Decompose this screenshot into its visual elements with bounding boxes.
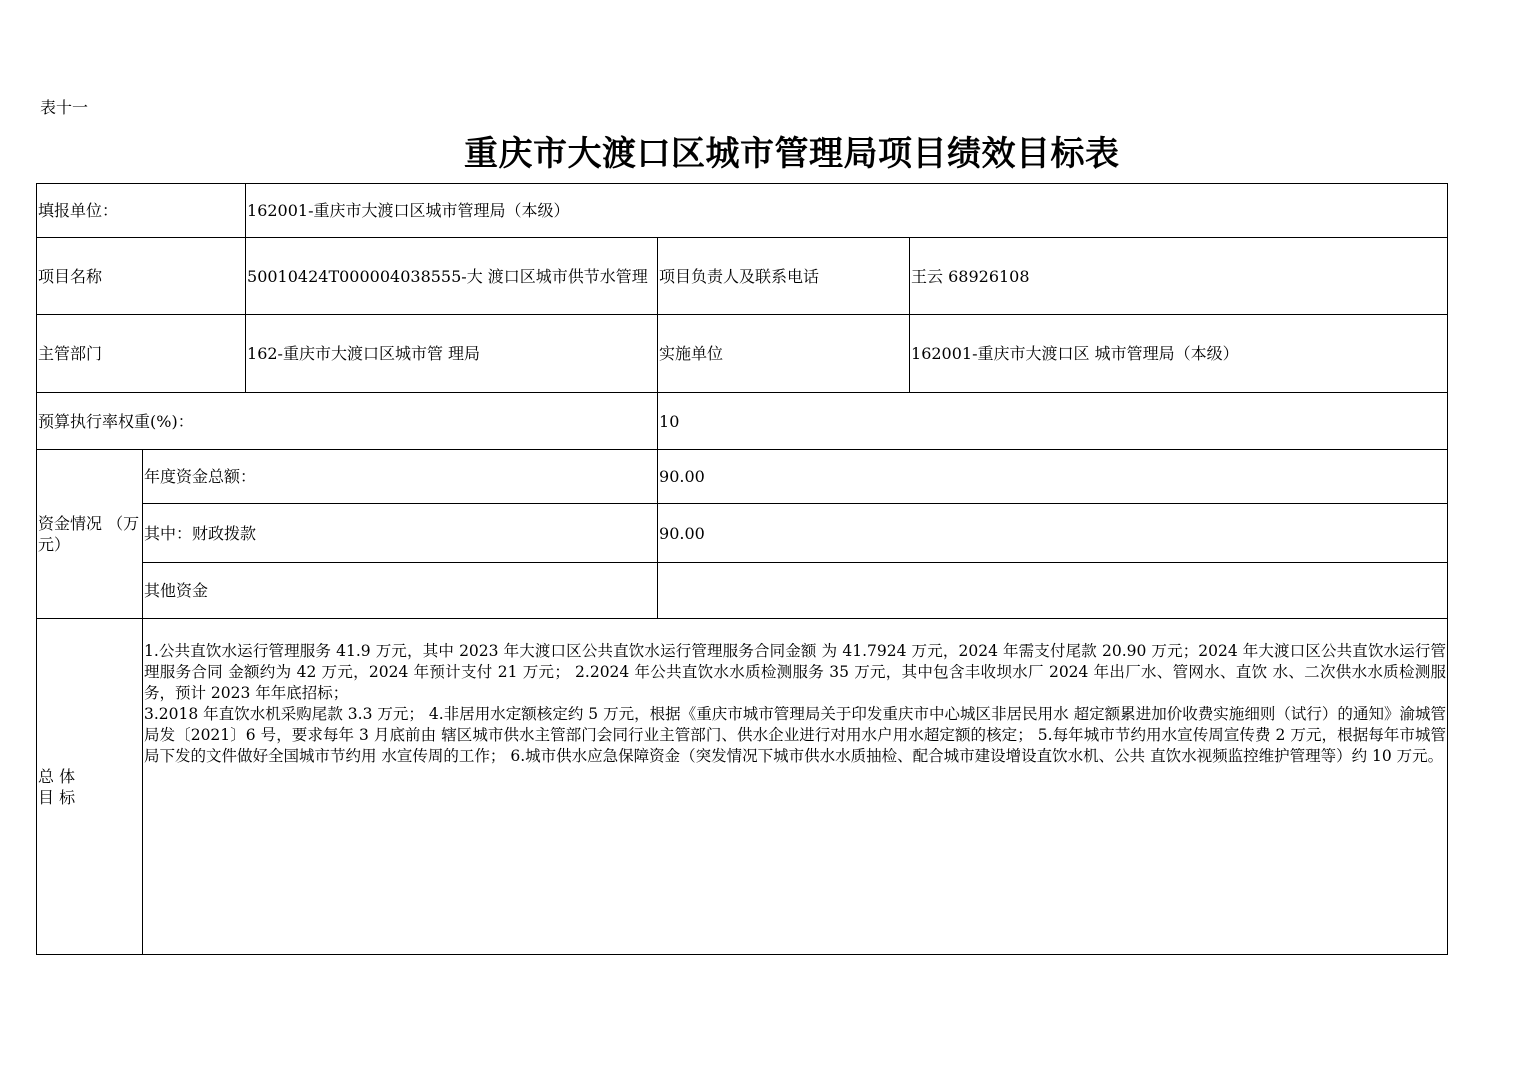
overall-goal-text — [143, 619, 1448, 955]
filing-unit-value: 162001-重庆市大渡口区城市管理局（本级） — [246, 184, 1448, 238]
overall-goal-label-line2: 目 标 — [38, 787, 76, 807]
row-filing-unit — [37, 184, 1448, 238]
row-budget-weight — [37, 393, 1448, 450]
annual-total-value: 90.00 — [658, 450, 1448, 504]
other-funds-label: 其他资金 — [143, 563, 658, 619]
impl-unit-label: 实施单位 — [658, 315, 910, 393]
dept-value: 162-重庆市大渡口区城市管 理局 — [246, 315, 658, 393]
row-dept — [37, 315, 1448, 393]
fiscal-label: 其中：财政拨款 — [143, 504, 658, 563]
dept-label: 主管部门 — [37, 315, 246, 393]
project-lead-value: 王云 68926108 — [910, 238, 1448, 315]
budget-weight-label: 预算执行率权重(%)： — [37, 393, 658, 450]
project-lead-label: 项目负责人及联系电话 — [658, 238, 910, 315]
filing-unit-label: 填报单位： — [37, 184, 246, 238]
row-fiscal — [37, 504, 1448, 563]
budget-weight-value: 10 — [658, 393, 1448, 450]
fiscal-value: 90.00 — [658, 504, 1448, 563]
page-title: 重庆市大渡口区城市管理局项目绩效目标表 — [464, 134, 1120, 174]
annual-total-label: 年度资金总额： — [143, 450, 658, 504]
funds-label: 资金情况 （万元） — [37, 450, 143, 619]
row-other-funds — [37, 563, 1448, 619]
other-funds-value — [658, 563, 1448, 619]
overall-goal-paragraph-2: 3.2018 年直饮水机采购尾款 3.3 万元； 4.非居用水定额核定约 5 万元，根据《重庆市城市管理局关于印发重庆市中心城区非居民用水 超定额累进加价收费实施细则（试行）的通知》渝城管局发〔2021〕6 号，要求每年 3 月底前由 辖区城市供水主管部门会同行业主管部门、供水企业进行对用水户用水超定额的核定； 5.每年城市节约用水宣传周宣传费 2 万元，根据每年市城管局下发的文件做好全国城市节约用 水宣传周的工作； 6.城市供水应急保障资金（突发情况下城市供水水质抽检、配合城市建设增设直饮水机、公共 直饮水视频监控维护管理等）约 10 万元。 — [144, 705, 1447, 765]
impl-unit-value: 162001-重庆市大渡口区 城市管理局（本级） — [910, 315, 1448, 393]
row-annual-total — [37, 450, 1448, 504]
project-name-value: 50010424T000004038555-大 渡口区城市供节水管理 — [246, 238, 658, 315]
project-name-label: 项目名称 — [37, 238, 246, 315]
overall-goal-label — [37, 619, 143, 955]
performance-goal-table — [36, 183, 1448, 955]
table-number: 表十一 — [40, 98, 89, 117]
overall-goal-paragraph-1: 1.公共直饮水运行管理服务 41.9 万元，其中 2023 年大渡口区公共直饮水运行管理服务合同金额 为 41.7924 万元，2024 年需支付尾款 20.90 万元；2024 年大渡口区公共直饮水运行管理服务合同 金额约为 42 万元，2024 年预计支付 21 万元； 2.2024 年公共直饮水水质检测服务 35 万元，其中包含丰收坝水厂 2024 年出厂水、管网水、直饮 水、二次供水水质检测服务，预计 2023 年年底招标； — [144, 642, 1447, 702]
row-overall-goal — [37, 619, 1448, 955]
overall-goal-label-line1: 总 体 — [38, 766, 76, 786]
row-project-name — [37, 238, 1448, 315]
